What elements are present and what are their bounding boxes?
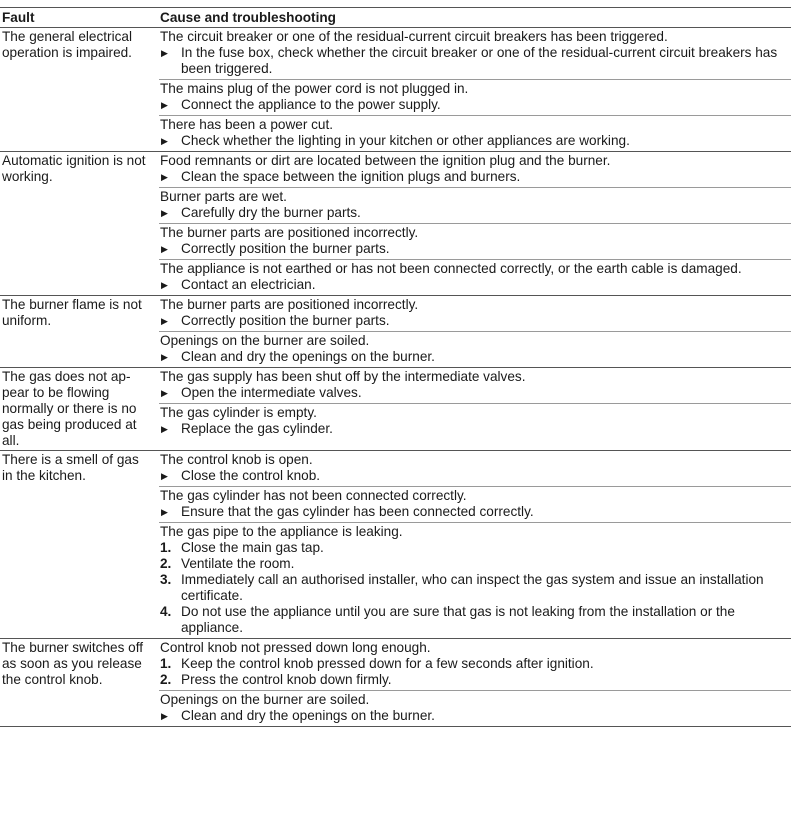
cause-block <box>159 79 791 115</box>
causes-cell <box>156 28 791 152</box>
numbered-step <box>160 572 791 604</box>
table-row <box>0 28 791 152</box>
fault-cell: The burner flame is not uniform. <box>0 296 156 368</box>
cause-block <box>159 259 791 295</box>
cause-column-header: Cause and troubleshooting <box>156 8 791 28</box>
fault-column-header: Fault <box>0 8 156 28</box>
table-row <box>0 296 791 368</box>
cause-block <box>159 115 791 151</box>
cause-text: Openings on the burner are soiled. <box>160 692 370 707</box>
cause-block <box>159 28 791 79</box>
cause-text: Burner parts are wet. <box>160 189 287 204</box>
step-text: Clean and dry the openings on the burner. <box>181 349 435 364</box>
action-step <box>160 205 791 221</box>
table-body <box>0 28 791 727</box>
cause-block <box>159 690 791 726</box>
numbered-step <box>160 672 791 688</box>
action-step <box>160 133 791 149</box>
triangle-bullet-icon: ▶ <box>161 316 168 326</box>
cause-block <box>159 403 791 439</box>
table-row <box>0 639 791 727</box>
cause-block <box>159 522 791 638</box>
causes-cell <box>156 152 791 296</box>
triangle-bullet-icon: ▶ <box>161 352 168 362</box>
step-text: Correctly position the burner parts. <box>181 313 390 328</box>
step-number: 3. <box>160 572 172 587</box>
table-row <box>0 451 791 639</box>
step-text: In the fuse box, check whether the circuit breaker or one of the residual-current circuit breakers has been triggered. <box>181 45 778 76</box>
triangle-bullet-icon: ▶ <box>161 471 168 481</box>
triangle-bullet-icon: ▶ <box>161 424 168 434</box>
triangle-bullet-icon: ▶ <box>161 172 168 182</box>
triangle-bullet-icon: ▶ <box>161 48 168 58</box>
action-step <box>160 708 791 724</box>
table-row <box>0 368 791 451</box>
action-step <box>160 468 791 484</box>
action-step <box>160 385 791 401</box>
causes-cell <box>156 451 791 639</box>
step-number: 2. <box>160 672 172 687</box>
triangle-bullet-icon: ▶ <box>161 136 168 146</box>
fault-cell: The gas does not appear to be flowing normally or there is no gas being produced at all. <box>0 368 156 451</box>
step-text: Close the control knob. <box>181 468 321 483</box>
step-text: Correctly position the burner parts. <box>181 241 390 256</box>
cause-text: The gas cylinder has not been connected correctly. <box>160 488 467 503</box>
numbered-step <box>160 556 791 572</box>
cause-text: Food remnants or dirt are located between the ignition plug and the burner. <box>160 153 611 168</box>
cause-text: The gas pipe to the appliance is leaking. <box>160 524 403 539</box>
step-text: Clean the space between the ignition plugs and burners. <box>181 169 521 184</box>
step-text: Connect the appliance to the power supply. <box>181 97 441 112</box>
cause-block <box>159 296 791 331</box>
triangle-bullet-icon: ▶ <box>161 100 168 110</box>
causes-cell <box>156 296 791 368</box>
cause-text: The appliance is not earthed or has not been connected correctly, or the earth cable is damaged. <box>160 261 742 276</box>
cause-text: The circuit breaker or one of the residual-current circuit breakers has been triggered. <box>160 29 668 44</box>
cause-block <box>159 451 791 486</box>
action-step <box>160 421 791 437</box>
cause-text: The burner parts are positioned incorrectly. <box>160 225 419 240</box>
cause-block <box>159 187 791 223</box>
step-text: Ensure that the gas cylinder has been connected correctly. <box>181 504 534 519</box>
action-step <box>160 504 791 520</box>
cause-text: The gas supply has been shut off by the intermediate valves. <box>160 369 526 384</box>
cause-text: The mains plug of the power cord is not plugged in. <box>160 81 469 96</box>
cause-block <box>159 368 791 403</box>
step-text: Immediately call an authorised installer, who can inspect the gas system and issue an installation certificate. <box>181 572 764 603</box>
causes-cell <box>156 368 791 451</box>
triangle-bullet-icon: ▶ <box>161 244 168 254</box>
action-step <box>160 169 791 185</box>
cause-text: The control knob is open. <box>160 452 313 467</box>
step-text: Do not use the appliance until you are sure that gas is not leaking from the installation or the appliance. <box>181 604 735 635</box>
action-step <box>160 97 791 113</box>
step-text: Replace the gas cylinder. <box>181 421 333 436</box>
cause-text: Openings on the burner are soiled. <box>160 333 370 348</box>
table-header-row <box>0 8 791 28</box>
numbered-step <box>160 656 791 672</box>
step-text: Close the main gas tap. <box>181 540 324 555</box>
cause-block <box>159 486 791 522</box>
step-text: Ventilate the room. <box>181 556 295 571</box>
triangle-bullet-icon: ▶ <box>161 208 168 218</box>
fault-cell: The burner switches off as soon as you release the control knob. <box>0 639 156 727</box>
step-text: Check whether the lighting in your kitchen or other appliances are working. <box>181 133 630 148</box>
fault-cell: Automatic ignition is not working. <box>0 152 156 296</box>
troubleshooting-table <box>0 7 791 727</box>
cause-text: Control knob not pressed down long enough. <box>160 640 431 655</box>
numbered-step <box>160 604 791 636</box>
step-text: Keep the control knob pressed down for a few seconds after ignition. <box>181 656 594 671</box>
step-text: Contact an electrician. <box>181 277 316 292</box>
cause-text: The burner parts are positioned incorrectly. <box>160 297 419 312</box>
cause-text: There has been a power cut. <box>160 117 334 132</box>
cause-block <box>159 639 791 690</box>
action-step <box>160 45 791 77</box>
table-row <box>0 152 791 296</box>
step-number: 4. <box>160 604 172 619</box>
action-step <box>160 349 791 365</box>
cause-block <box>159 152 791 187</box>
cause-block <box>159 223 791 259</box>
action-step <box>160 277 791 293</box>
fault-cell: The general electrical operation is impaired. <box>0 28 156 152</box>
fault-cell: There is a smell of gas in the kitchen. <box>0 451 156 639</box>
step-number: 1. <box>160 656 172 671</box>
troubleshooting-table-wrapper <box>0 7 791 727</box>
numbered-step <box>160 540 791 556</box>
step-text: Carefully dry the burner parts. <box>181 205 361 220</box>
cause-block <box>159 331 791 367</box>
action-step <box>160 313 791 329</box>
triangle-bullet-icon: ▶ <box>161 711 168 721</box>
step-number: 2. <box>160 556 172 571</box>
triangle-bullet-icon: ▶ <box>161 507 168 517</box>
step-text: Clean and dry the openings on the burner. <box>181 708 435 723</box>
step-number: 1. <box>160 540 172 555</box>
step-text: Open the intermediate valves. <box>181 385 362 400</box>
triangle-bullet-icon: ▶ <box>161 388 168 398</box>
action-step <box>160 241 791 257</box>
triangle-bullet-icon: ▶ <box>161 280 168 290</box>
cause-text: The gas cylinder is empty. <box>160 405 317 420</box>
step-text: Press the control knob down firmly. <box>181 672 392 687</box>
causes-cell <box>156 639 791 727</box>
